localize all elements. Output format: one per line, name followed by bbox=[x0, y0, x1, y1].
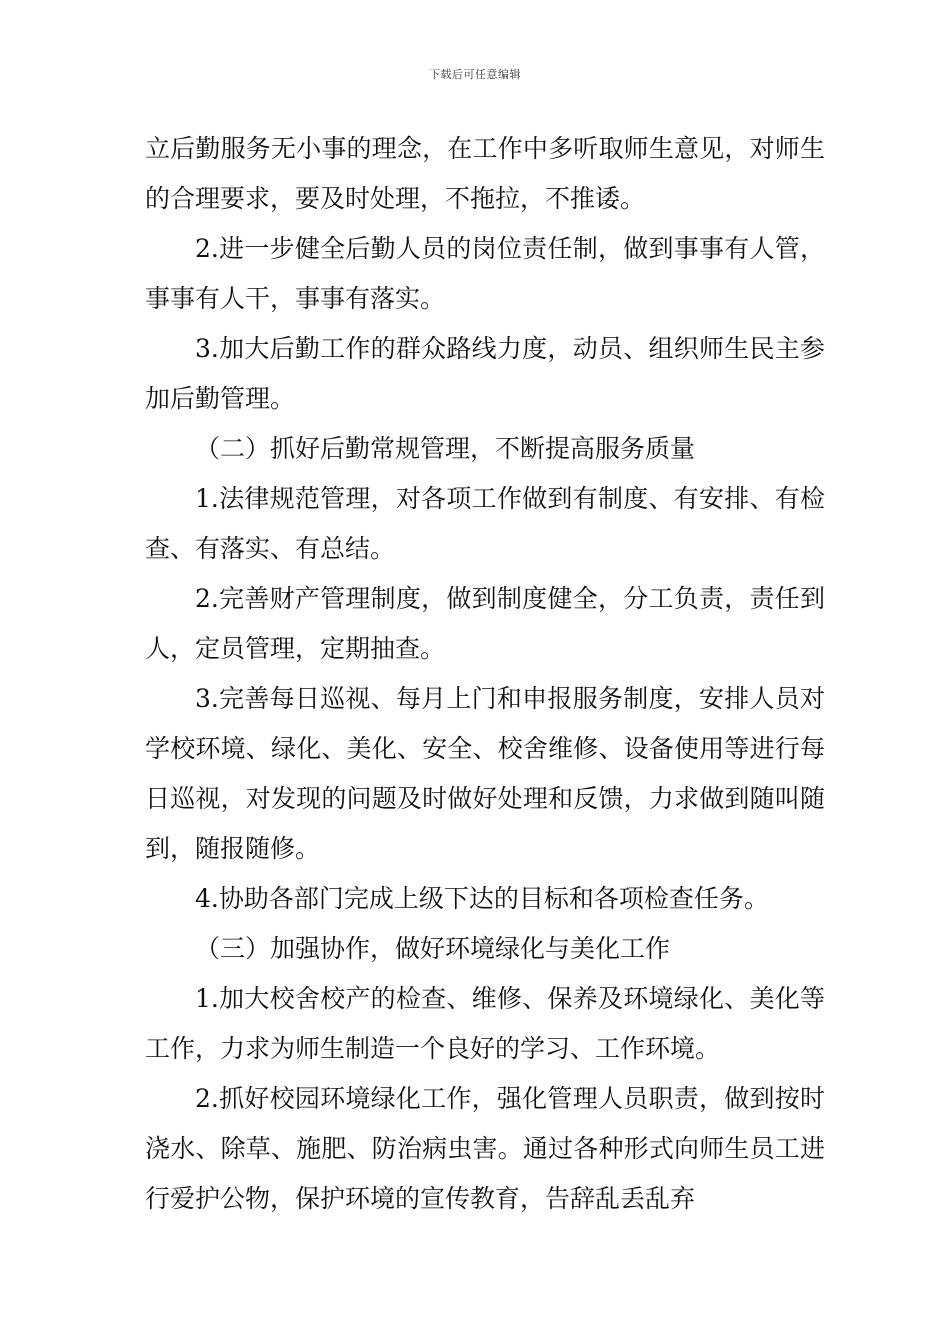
paragraph-item-3: 3.完善每日巡视、每月上门和申报服务制度，安排人员对学校环境、绿化、美化、安全、校舍维修、设备使用等进行每日巡视，对发现的问题及时做好处理和反馈，力求做到随叫随到，随报随修。 bbox=[145, 684, 825, 863]
paragraph-item-2: 2.抓好校园环境绿化工作，强化管理人员职责，做到按时浇水、除草、施肥、防治病虫害。通过各种形式向师生员工进行爱护公物，保护环境的宣传教育，告辞乱丢乱弃 bbox=[145, 1084, 825, 1213]
section-heading-3: （三）加强协作，做好环境绿化与美化工作 bbox=[195, 934, 671, 963]
section-heading-2: （二）抓好后勤常规管理，不断提高服务质量 bbox=[195, 434, 696, 463]
page-header: 下载后可任意编辑 bbox=[429, 68, 521, 81]
paragraph-item-1: 1.法律规范管理，对各项工作做到有制度、有安排、有检查、有落实、有总结。 bbox=[145, 484, 825, 563]
paragraph-continuation: 立后勤服务无小事的理念，在工作中多听取师生意见，对师生的合理要求，要及时处理，不拖拉，不推诿。 bbox=[145, 134, 825, 213]
paragraph-item-2: 2.完善财产管理制度，做到制度健全，分工负责，责任到人，定员管理，定期抽查。 bbox=[145, 584, 825, 663]
paragraph-item-4: 4.协助各部门完成上级下达的目标和各项检查任务。 bbox=[195, 884, 769, 913]
document-body bbox=[145, 124, 825, 1224]
paragraph-item-1: 1.加大校舍校产的检查、维修、保养及环境绿化、美化等工作，力求为师生制造一个良好的学习、工作环境。 bbox=[145, 984, 825, 1063]
paragraph-item-3: 3.加大后勤工作的群众路线力度，动员、组织师生民主参加后勤管理。 bbox=[145, 334, 825, 413]
paragraph-item-2: 2.进一步健全后勤人员的岗位责任制，做到事事有人管，事事有人干，事事有落实。 bbox=[145, 234, 825, 313]
